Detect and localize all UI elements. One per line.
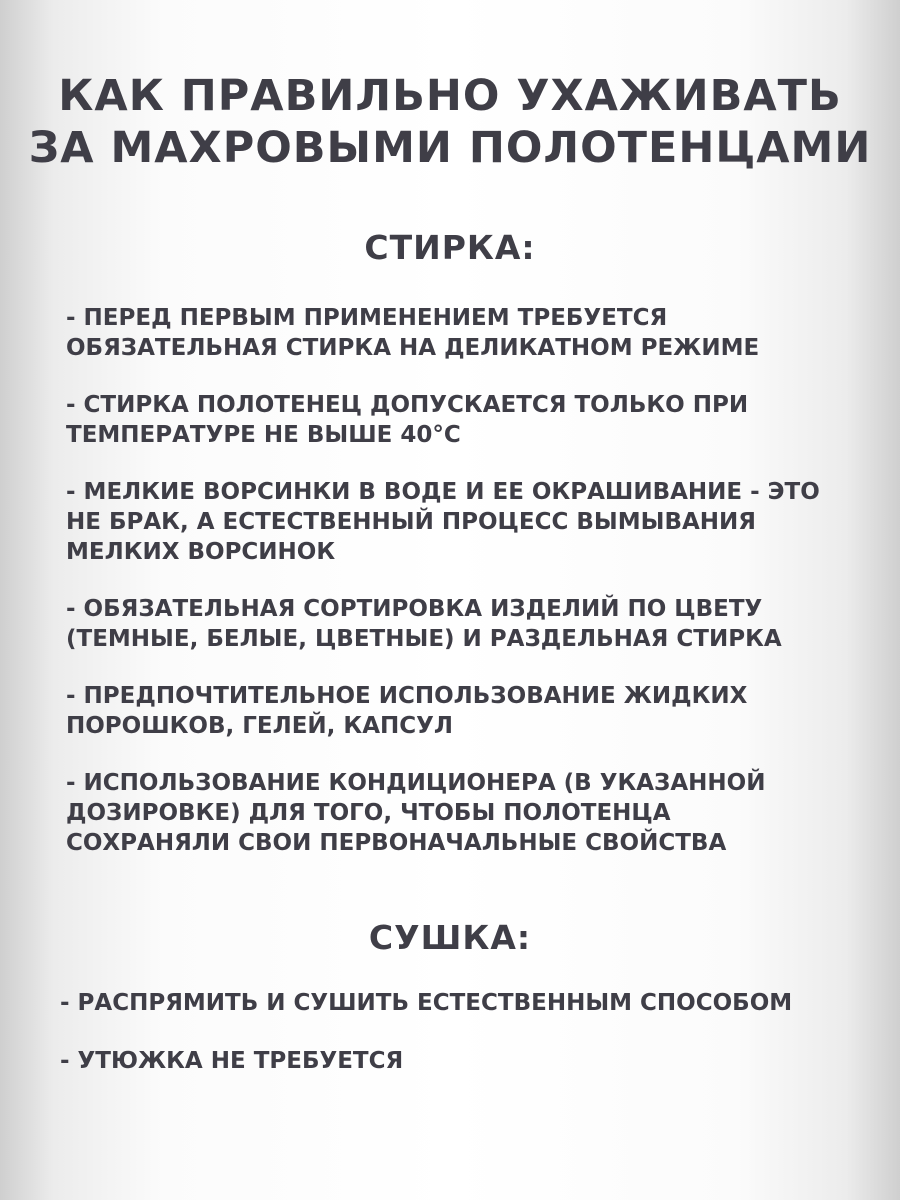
drying-instruction-item <box>60 1046 850 1076</box>
washing-instruction-item <box>66 681 856 741</box>
instruction-line: - МЕЛКИЕ ВОРСИНКИ В ВОДЕ И ЕЕ ОКРАШИВАНИЕ - ЭТО <box>66 479 820 505</box>
instruction-line: (ТЕМНЫЕ, БЕЛЫЕ, ЦВЕТНЫЕ) И РАЗДЕЛЬНАЯ СТИРКА <box>66 626 782 652</box>
instruction-line: НЕ БРАК, А ЕСТЕСТВЕННЫЙ ПРОЦЕСС ВЫМЫВАНИЯ <box>66 509 756 535</box>
instruction-line: - ПРЕДПОЧТИТЕЛЬНОЕ ИСПОЛЬЗОВАНИЕ ЖИДКИХ <box>66 683 748 709</box>
instruction-line: - ПЕРЕД ПЕРВЫМ ПРИМЕНЕНИЕМ ТРЕБУЕТСЯ <box>66 305 668 331</box>
instruction-line: - УТЮЖКА НЕ ТРЕБУЕТСЯ <box>60 1048 404 1074</box>
instruction-line: - ОБЯЗАТЕЛЬНАЯ СОРТИРОВКА ИЗДЕЛИЙ ПО ЦВЕТУ <box>66 596 763 622</box>
title-line-1: КАК ПРАВИЛЬНО УХАЖИВАТЬ <box>58 71 842 121</box>
drying-instructions-list <box>60 988 850 1104</box>
instruction-line: СОХРАНЯЛИ СВОИ ПЕРВОНАЧАЛЬНЫЕ СВОЙСТВА <box>66 830 727 856</box>
drying-instruction-item <box>60 988 850 1018</box>
washing-instruction-item <box>66 477 856 567</box>
washing-instruction-item <box>66 303 856 363</box>
instruction-line: - РАСПРЯМИТЬ И СУШИТЬ ЕСТЕСТВЕННЫМ СПОСОБОМ <box>60 990 793 1016</box>
instruction-line: МЕЛКИХ ВОРСИНОК <box>66 539 336 565</box>
instruction-line: ТЕМПЕРАТУРЕ НЕ ВЫШЕ 40°С <box>66 422 461 448</box>
title-line-2: ЗА МАХРОВЫМИ ПОЛОТЕНЦАМИ <box>28 123 872 173</box>
washing-heading: СТИРКА: <box>364 228 536 267</box>
instruction-line: ОБЯЗАТЕЛЬНАЯ СТИРКА НА ДЕЛИКАТНОМ РЕЖИМЕ <box>66 335 760 361</box>
page-title <box>0 70 900 174</box>
washing-instructions-list <box>66 303 856 885</box>
washing-instruction-item <box>66 390 856 450</box>
instruction-line: - ИСПОЛЬЗОВАНИЕ КОНДИЦИОНЕРА (В УКАЗАННОЙ <box>66 770 766 796</box>
instruction-line: ДОЗИРОВКЕ) ДЛЯ ТОГО, ЧТОБЫ ПОЛОТЕНЦА <box>66 800 671 826</box>
instruction-line: ПОРОШКОВ, ГЕЛЕЙ, КАПСУЛ <box>66 713 453 739</box>
washing-instruction-item <box>66 594 856 654</box>
washing-instruction-item <box>66 768 856 858</box>
drying-heading: СУШКА: <box>368 918 532 957</box>
instruction-line: - СТИРКА ПОЛОТЕНЕЦ ДОПУСКАЕТСЯ ТОЛЬКО ПРИ <box>66 392 749 418</box>
